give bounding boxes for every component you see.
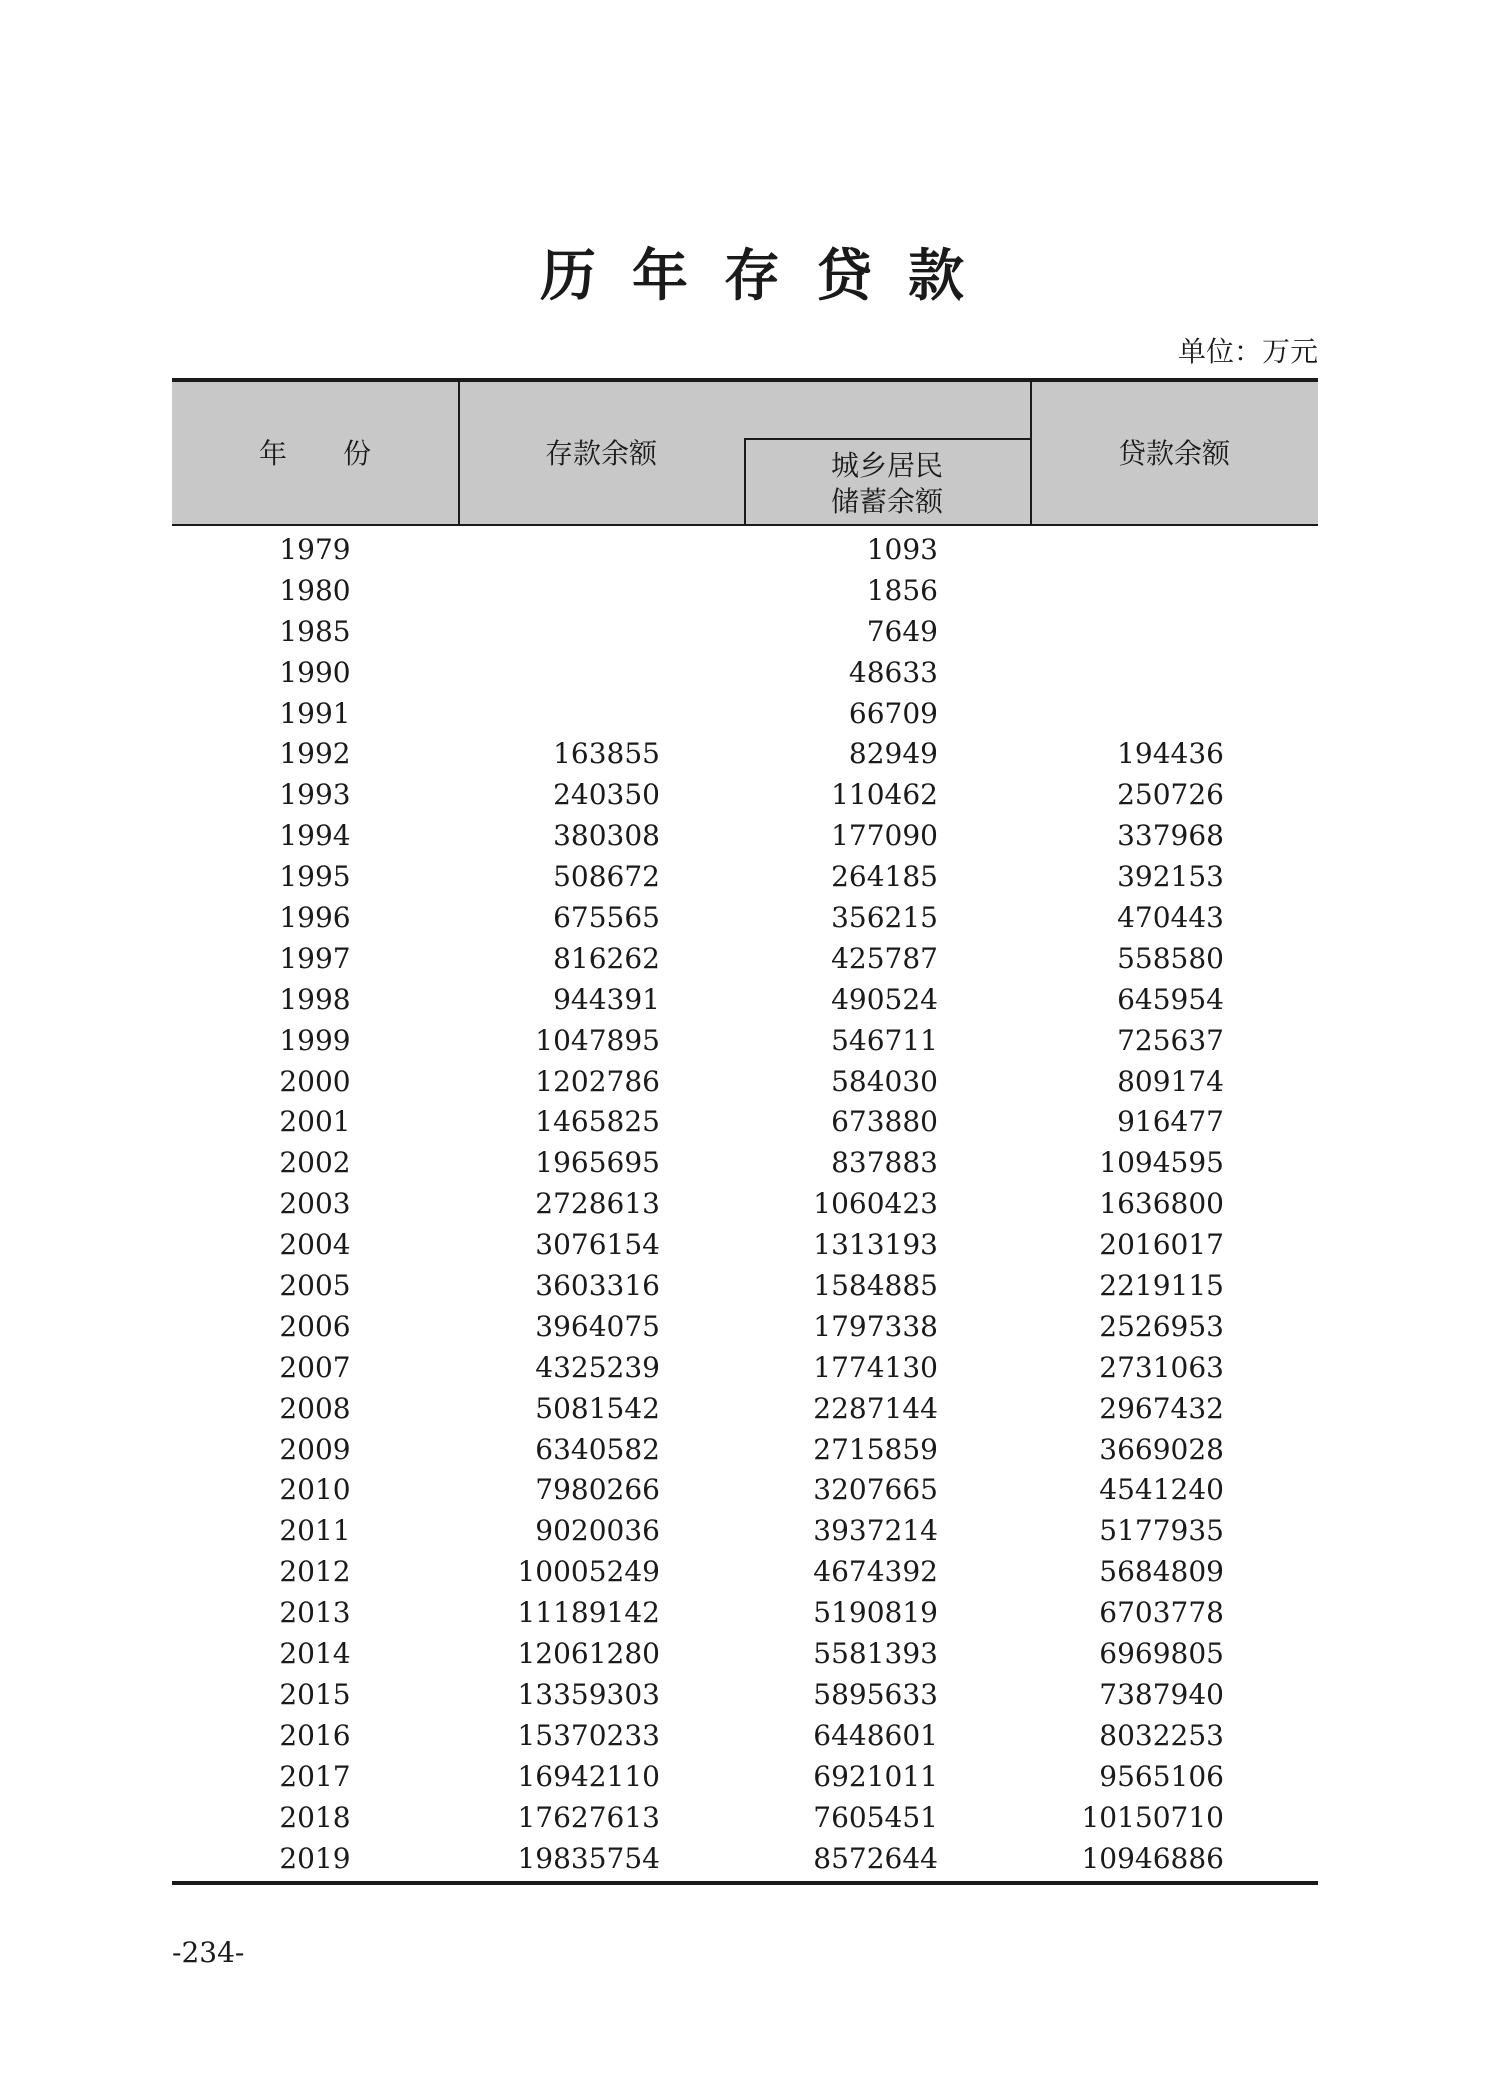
savings-cell: 837883 (831, 1146, 938, 1180)
loan-cell: 6703778 (1099, 1596, 1224, 1630)
table-row (172, 734, 1318, 775)
savings-cell: 673880 (831, 1105, 938, 1139)
savings-cell: 66709 (848, 696, 938, 730)
savings-cell: 546711 (831, 1023, 938, 1057)
loan-cell: 10946886 (1081, 1841, 1224, 1875)
table-row (172, 1511, 1318, 1552)
savings-cell: 7649 (866, 614, 938, 648)
savings-cell: 1797338 (813, 1309, 938, 1343)
year-cell: 2003 (279, 1187, 351, 1221)
loan-cell: 9565106 (1099, 1759, 1224, 1793)
table-row (172, 1062, 1318, 1103)
savings-cell: 6921011 (813, 1759, 938, 1793)
table-body (172, 526, 1318, 1879)
loan-cell: 470443 (1117, 901, 1224, 935)
deposit-cell: 1202786 (535, 1064, 660, 1098)
loan-header: 贷款余额 (1117, 437, 1230, 470)
table-row (172, 1430, 1318, 1471)
year-header: 年 份 (258, 437, 371, 470)
year-cell: 1985 (279, 614, 351, 648)
table-row (172, 1184, 1318, 1225)
savings-cell: 5895633 (813, 1677, 938, 1711)
year-cell: 2005 (279, 1269, 351, 1303)
savings-cell: 1584885 (813, 1269, 938, 1303)
table-row (172, 1552, 1318, 1593)
loan-cell: 558580 (1117, 941, 1224, 975)
loan-cell: 392153 (1117, 860, 1224, 894)
table-row (172, 694, 1318, 735)
savings-cell: 110462 (831, 778, 938, 812)
deposit-cell: 1465825 (535, 1105, 660, 1139)
savings-cell: 356215 (831, 901, 938, 935)
deposit-cell: 5081542 (535, 1391, 660, 1425)
deposit-cell: 16942110 (517, 1759, 660, 1793)
table-row (172, 898, 1318, 939)
savings-header-line1: 城乡居民 (830, 449, 943, 482)
year-cell: 2011 (279, 1514, 351, 1548)
savings-cell: 177090 (831, 819, 938, 853)
year-cell: 1997 (279, 941, 351, 975)
deposit-cell: 944391 (553, 982, 660, 1016)
table-row (172, 1389, 1318, 1430)
year-cell: 1994 (279, 819, 351, 853)
table-row (172, 1675, 1318, 1716)
table-row (172, 1470, 1318, 1511)
deposit-cell: 9020036 (535, 1514, 660, 1548)
year-cell: 2006 (279, 1309, 351, 1343)
table-row (172, 1102, 1318, 1143)
savings-cell: 584030 (831, 1064, 938, 1098)
deposit-cell: 6340582 (535, 1432, 660, 1466)
loan-cell: 10150710 (1081, 1800, 1224, 1834)
savings-cell: 48633 (848, 655, 938, 689)
table-row (172, 571, 1318, 612)
deposit-cell: 7980266 (535, 1473, 660, 1507)
loan-cell: 725637 (1117, 1023, 1224, 1057)
year-cell: 2002 (279, 1146, 351, 1180)
table-row (172, 1348, 1318, 1389)
loan-cell: 8032253 (1099, 1718, 1224, 1752)
table-row (172, 1266, 1318, 1307)
deposit-header: 存款余额 (544, 437, 657, 470)
year-cell: 2014 (279, 1637, 351, 1671)
loan-cell: 809174 (1117, 1064, 1224, 1098)
year-cell: 1998 (279, 982, 351, 1016)
savings-cell: 1093 (866, 533, 938, 566)
deposit-cell: 1047895 (535, 1023, 660, 1057)
savings-cell: 5190819 (813, 1596, 938, 1630)
savings-header (744, 448, 1030, 520)
bottom-rule (172, 1881, 1318, 1885)
year-cell: 1979 (279, 533, 351, 566)
year-cell: 2009 (279, 1432, 351, 1466)
deposit-cell: 380308 (553, 819, 660, 853)
deposit-cell: 19835754 (517, 1841, 660, 1875)
loan-cell: 2016017 (1099, 1228, 1224, 1262)
savings-cell: 1313193 (813, 1228, 938, 1262)
unit-label: 单位：万元 (1177, 335, 1318, 368)
table-row (172, 857, 1318, 898)
table-row (172, 653, 1318, 694)
year-cell: 2016 (279, 1718, 351, 1752)
year-cell: 2010 (279, 1473, 351, 1507)
table-row (172, 1143, 1318, 1184)
savings-cell: 3207665 (813, 1473, 938, 1507)
savings-cell: 4674392 (813, 1555, 938, 1589)
loan-cell: 3669028 (1099, 1432, 1224, 1466)
deposit-cell: 12061280 (517, 1637, 660, 1671)
year-cell: 2001 (279, 1105, 351, 1139)
deposit-cell: 240350 (553, 778, 660, 812)
deposit-cell: 3603316 (535, 1269, 660, 1303)
savings-cell: 264185 (831, 860, 938, 894)
page-title: 历年存贷款 (540, 243, 1000, 309)
deposit-cell: 10005249 (517, 1555, 660, 1589)
year-cell: 1992 (279, 737, 351, 771)
year-cell: 1990 (279, 655, 351, 689)
savings-header-line2: 储蓄余额 (830, 485, 943, 518)
savings-cell: 1774130 (813, 1350, 938, 1384)
table-row (172, 775, 1318, 816)
loan-cell: 2967432 (1099, 1391, 1224, 1425)
year-cell: 2004 (279, 1228, 351, 1262)
deposit-cell: 4325239 (535, 1350, 660, 1384)
year-cell: 1980 (279, 573, 351, 607)
deposit-cell: 163855 (553, 737, 660, 771)
savings-cell: 6448601 (813, 1718, 938, 1752)
table-row (172, 939, 1318, 980)
year-cell: 2012 (279, 1555, 351, 1589)
year-cell: 2000 (279, 1064, 351, 1098)
savings-cell: 490524 (831, 982, 938, 1016)
loan-cell: 2731063 (1099, 1350, 1224, 1384)
loan-cell: 2219115 (1099, 1269, 1224, 1303)
loan-cell: 5177935 (1099, 1514, 1224, 1548)
savings-cell: 82949 (848, 737, 938, 771)
savings-cell: 3937214 (813, 1514, 938, 1548)
year-cell: 2019 (279, 1841, 351, 1875)
savings-cell: 1060423 (813, 1187, 938, 1221)
deposit-cell: 15370233 (517, 1718, 660, 1752)
deposit-cell: 11189142 (517, 1596, 660, 1630)
savings-header-box (744, 438, 1030, 524)
deposit-cell: 17627613 (517, 1800, 660, 1834)
savings-cell: 8572644 (813, 1841, 938, 1875)
loan-cell: 916477 (1117, 1105, 1224, 1139)
deposit-cell: 3964075 (535, 1309, 660, 1343)
table-row (172, 1839, 1318, 1880)
deposit-cell: 13359303 (517, 1677, 660, 1711)
table-row (172, 1634, 1318, 1675)
deposit-cell: 508672 (553, 860, 660, 894)
year-cell: 2013 (279, 1596, 351, 1630)
year-cell: 1993 (279, 778, 351, 812)
deposit-cell: 1965695 (535, 1146, 660, 1180)
loan-cell: 1636800 (1099, 1187, 1224, 1221)
year-cell: 2015 (279, 1677, 351, 1711)
savings-cell: 5581393 (813, 1637, 938, 1671)
loan-cell: 194436 (1117, 737, 1224, 771)
loan-cell: 2526953 (1099, 1309, 1224, 1343)
loan-cell: 250726 (1117, 778, 1224, 812)
table-row (172, 1307, 1318, 1348)
year-cell: 2018 (279, 1800, 351, 1834)
data-table (172, 378, 1318, 1885)
year-cell: 1999 (279, 1023, 351, 1057)
table-row (172, 1757, 1318, 1798)
table-row (172, 1716, 1318, 1757)
deposit-cell: 675565 (553, 901, 660, 935)
savings-cell: 7605451 (813, 1800, 938, 1834)
year-cell: 1995 (279, 860, 351, 894)
savings-cell: 1856 (866, 573, 938, 607)
loan-cell: 337968 (1117, 819, 1224, 853)
savings-cell: 425787 (831, 941, 938, 975)
loan-cell: 6969805 (1099, 1637, 1224, 1671)
year-cell: 1996 (279, 901, 351, 935)
savings-cell: 2715859 (813, 1432, 938, 1466)
loan-cell: 1094595 (1099, 1146, 1224, 1180)
loan-cell: 7387940 (1099, 1677, 1224, 1711)
table-row (172, 980, 1318, 1021)
year-cell: 2007 (279, 1350, 351, 1384)
table-row (172, 612, 1318, 653)
table-row (172, 1021, 1318, 1062)
table-row (172, 530, 1318, 571)
savings-cell: 2287144 (813, 1391, 938, 1425)
loan-cell: 4541240 (1099, 1473, 1224, 1507)
year-cell: 2008 (279, 1391, 351, 1425)
year-cell: 1991 (279, 696, 351, 730)
table-row (172, 1593, 1318, 1634)
year-cell: 2017 (279, 1759, 351, 1793)
table-row (172, 1225, 1318, 1266)
page-number: -234- (172, 1936, 245, 1969)
loan-cell: 5684809 (1099, 1555, 1224, 1589)
deposit-cell: 2728613 (535, 1187, 660, 1221)
deposit-cell: 3076154 (535, 1228, 660, 1262)
table-row (172, 1798, 1318, 1839)
table-header (172, 378, 1318, 526)
table-row (172, 816, 1318, 857)
loan-cell: 645954 (1117, 982, 1224, 1016)
deposit-cell: 816262 (553, 941, 660, 975)
